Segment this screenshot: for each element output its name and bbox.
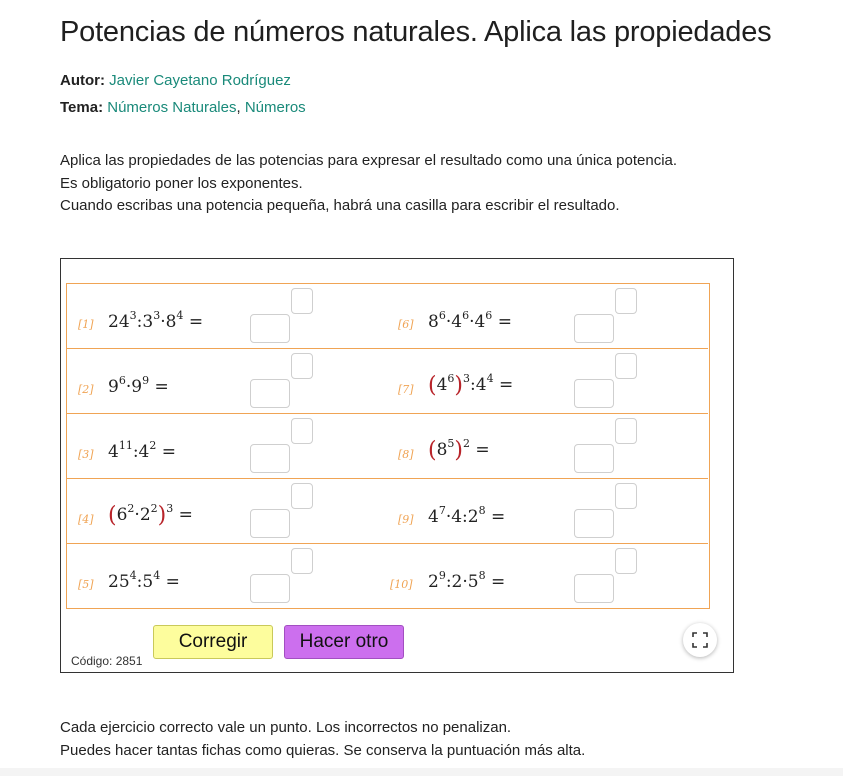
exercise-index: [10] [390,578,413,591]
answer-exponent-input[interactable] [615,418,637,444]
author-label: Autor: [60,72,105,89]
answer-exponent-input[interactable] [291,288,313,314]
answer-exponent-input[interactable] [615,548,637,574]
answer-base-input[interactable] [574,444,614,473]
answer-base-input[interactable] [250,379,290,408]
exercise-index: [6] [398,318,414,331]
answer-exponent-input[interactable] [291,548,313,574]
exercise-item [67,349,387,412]
answer-base-input[interactable] [250,314,290,343]
topic-line [60,99,306,116]
exercise-item [67,284,387,347]
exercise-index: [4] [78,513,94,526]
exercise-expression: $2^9:2\cdot 5^8$ = [428,569,506,592]
exercise-item [387,414,707,477]
answer-exponent-input[interactable] [291,418,313,444]
exercise-item [67,414,387,477]
answer-exponent-input[interactable] [615,483,637,509]
exercise-expression: $(4^6)^3:4^4$ = [428,372,514,398]
exercise-item [387,479,707,542]
exercise-expression: $24^3:3^3\cdot 8^4$ = [108,309,204,332]
exercise-row [67,284,708,349]
new-sheet-button[interactable]: Hacer otro [284,625,404,659]
exercise-index: [7] [398,383,414,396]
exercise-item [387,544,707,607]
footer-line: Puedes hacer tantas fichas como quieras. Se conserva la puntuación más alta. [60,741,586,759]
topic-link-numeros[interactable]: Números [244,99,306,116]
page-title: Potencias de números naturales. Aplica las propiedades [60,16,772,48]
exercise-expression: $4^{11}:4^2$ = [108,439,177,462]
answer-base-input[interactable] [574,574,614,603]
answer-base-input[interactable] [250,509,290,538]
exercise-item [67,479,387,542]
answer-exponent-input[interactable] [291,483,313,509]
footer-line: Cada ejercicio correcto vale un punto. Los incorrectos no penalizan. [60,719,512,736]
exercise-index: [9] [398,513,414,526]
author-line [60,72,291,89]
check-button[interactable]: Corregir [153,625,273,659]
footer-notes [60,717,585,762]
fullscreen-icon [692,632,708,648]
exercise-expression: $(8^5)^2$ = [428,437,490,463]
answer-base-input[interactable] [574,314,614,343]
answer-base-input[interactable] [250,574,290,603]
answer-base-input[interactable] [574,509,614,538]
exercise-expression: $25^4:5^4$ = [108,569,180,592]
exercise-index: [5] [78,578,94,591]
exercise-expression: $4^7\cdot 4:2^8$ = [428,504,506,527]
exercise-expression: $9^6\cdot 9^9$ = [108,374,169,397]
instructions [60,150,677,218]
exercise-item [387,349,707,412]
exercise-row [67,414,708,479]
exercise-expression: $8^6\cdot 4^6\cdot 4^6$ = [428,309,512,332]
exercise-index: [8] [398,448,414,461]
answer-exponent-input[interactable] [615,288,637,314]
exercise-item [387,284,707,347]
answer-base-input[interactable] [574,379,614,408]
exercise-item [67,544,387,607]
answer-exponent-input[interactable] [615,353,637,379]
instruction-line: Es obligatorio poner los exponentes. [60,174,303,192]
exercise-index: [3] [78,448,94,461]
exercise-expression: $(6^2\cdot 2^2)^3$ = [108,502,193,528]
answer-exponent-input[interactable] [291,353,313,379]
exercise-applet [60,258,734,673]
exercise-index: [1] [78,318,94,331]
bottom-bar [0,768,843,776]
exercise-code: Código: 2851 [71,654,143,668]
answer-base-input[interactable] [250,444,290,473]
topic-label: Tema: [60,99,104,116]
fullscreen-button[interactable] [683,623,717,657]
exercise-grid [66,283,710,609]
exercise-row [67,349,708,414]
exercise-row [67,479,708,544]
topic-link-numeros-naturales[interactable]: Números Naturales [107,99,237,116]
instruction-line: Cuando escribas una potencia pequeña, habrá una casilla para escribir el resultado. [60,197,620,214]
instruction-line: Aplica las propiedades de las potencias para expresar el resultado como una única potencia. [60,152,678,169]
topic-separator: , [236,99,245,116]
exercise-row [67,544,708,609]
exercise-index: [2] [78,383,94,396]
author-link[interactable]: Javier Cayetano Rodríguez [109,72,291,89]
